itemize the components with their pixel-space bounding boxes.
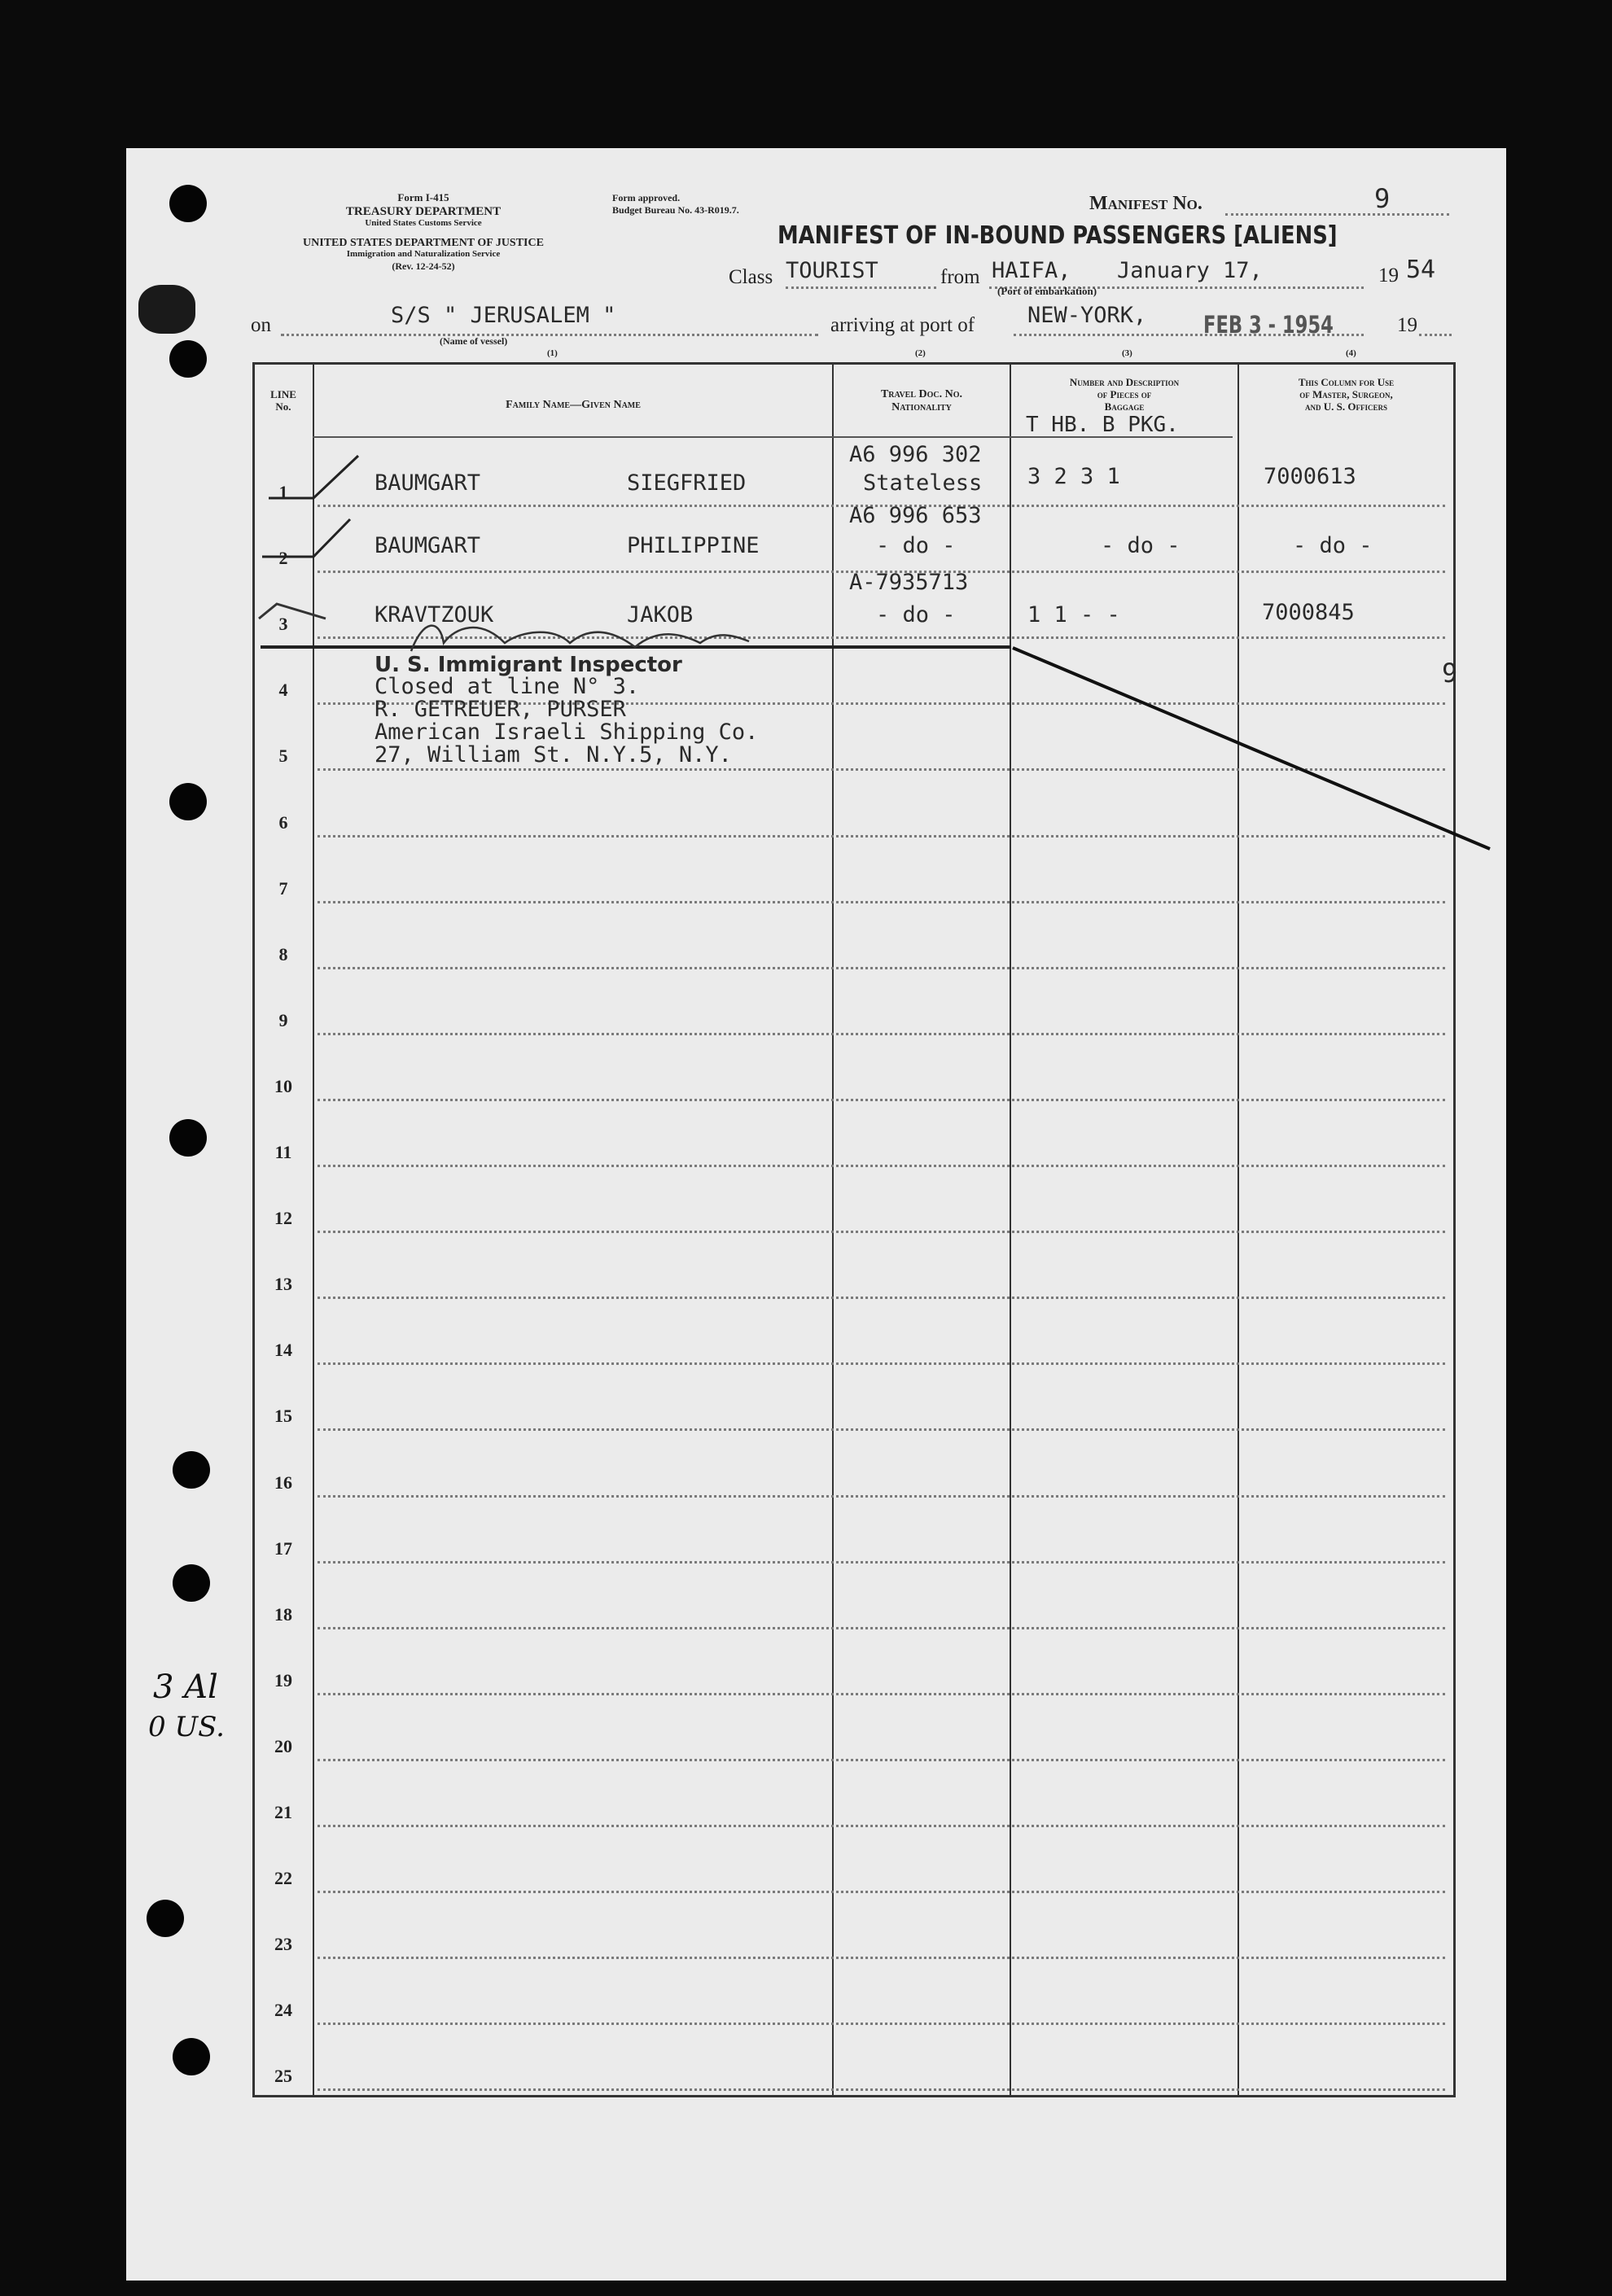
revision: (Rev. 12-24-52) bbox=[392, 260, 455, 272]
line-number: 6 bbox=[278, 811, 288, 833]
margin-note-1: 3 Al bbox=[153, 1668, 218, 1706]
form-number: Form I-415 bbox=[397, 191, 449, 203]
arrival-port: NEW-YORK, bbox=[1027, 303, 1147, 328]
row-2-doc: A6 996 653 bbox=[849, 503, 982, 528]
line-number: 8 bbox=[278, 943, 288, 964]
treasury-department: TREASURY DEPARTMENT bbox=[345, 205, 502, 218]
check-mark-3 bbox=[259, 604, 326, 619]
shipping-company: American Israeli Shipping Co. bbox=[375, 719, 759, 745]
col-ref-1: (1) bbox=[547, 348, 558, 358]
line-number: 17 bbox=[274, 1537, 292, 1559]
col-header-baggage-sub: T HB. B PKG. bbox=[1026, 413, 1179, 437]
handwritten-signature bbox=[411, 626, 749, 651]
inspector-label: U. S. Immigrant Inspector bbox=[375, 653, 682, 677]
line-number: 24 bbox=[274, 2000, 292, 2021]
row-2-nationality: - do - bbox=[876, 533, 956, 558]
line-number: 25 bbox=[274, 2066, 292, 2087]
line-number: 7 bbox=[278, 877, 288, 899]
line-number: 16 bbox=[274, 1472, 292, 1493]
budget-bureau: Budget Bureau No. 43-R019.7. bbox=[612, 204, 739, 216]
line-number: 18 bbox=[274, 1603, 292, 1625]
manifest-no-label: Manifest No. bbox=[1089, 193, 1202, 214]
from-value: HAIFA, bbox=[992, 258, 1071, 283]
row-2-officer: - do - bbox=[1293, 533, 1373, 558]
row-2-baggage: - do - bbox=[1101, 533, 1181, 558]
on-label: on bbox=[251, 314, 271, 336]
row-3-given: JAKOB bbox=[627, 602, 694, 628]
arriving-label: arriving at port of bbox=[830, 314, 975, 336]
col-ref-3: (3) bbox=[1122, 348, 1132, 358]
row-1-nationality: Stateless bbox=[863, 470, 983, 496]
row-1-baggage: 3 2 3 1 bbox=[1027, 464, 1120, 489]
class-label: Class bbox=[729, 266, 773, 288]
col-header-officers: This Column for Use of Master, Surgeon, and U. S. Officers bbox=[1298, 376, 1395, 413]
line-number: 23 bbox=[274, 1934, 292, 1955]
ins-service: Immigration and Naturalization Service bbox=[346, 249, 501, 259]
row-1-doc: A6 996 302 bbox=[849, 442, 982, 467]
line-number: 10 bbox=[274, 1075, 292, 1096]
col-ref-2: (2) bbox=[915, 348, 926, 358]
line-number: 14 bbox=[274, 1340, 292, 1361]
year-prefix-2: 19 bbox=[1397, 314, 1417, 336]
line-number: 21 bbox=[274, 1802, 292, 1822]
vessel-caption: (Name of vessel) bbox=[440, 335, 508, 347]
class-value: TOURIST bbox=[786, 258, 878, 283]
line-number: 15 bbox=[274, 1406, 292, 1427]
form-approved: Form approved. bbox=[612, 192, 681, 203]
line-number: 13 bbox=[274, 1274, 292, 1295]
check-mark-2 bbox=[262, 519, 350, 557]
customs-service: United States Customs Service bbox=[365, 218, 482, 228]
row-1-family: BAUMGART bbox=[375, 470, 481, 496]
col-ref-4: (4) bbox=[1346, 348, 1356, 358]
year-prefix: 19 bbox=[1378, 265, 1399, 286]
arrival-stamp: FEB 3 - 1954 bbox=[1203, 311, 1334, 339]
row-3-officer: 7000845 bbox=[1262, 600, 1355, 625]
manifest-no-value: 9 bbox=[1374, 183, 1391, 214]
col-header-travel-doc: Travel Doc. No. Nationality bbox=[880, 388, 963, 414]
line-number: 19 bbox=[274, 1669, 292, 1690]
margin-note-2: 0 US. bbox=[148, 1711, 225, 1743]
closed-at-line: Closed at line N° 3. bbox=[375, 674, 640, 699]
date-value: January 17, bbox=[1117, 258, 1263, 283]
row-1-officer: 7000613 bbox=[1264, 464, 1356, 489]
col-header-line-no: LINE No. bbox=[270, 388, 296, 413]
company-address: 27, William St. N.Y.5, N.Y. bbox=[375, 742, 732, 768]
line-number: 20 bbox=[274, 1735, 292, 1756]
row-3-baggage: 1 1 - - bbox=[1027, 602, 1120, 628]
from-label: from bbox=[940, 266, 980, 288]
vessel-name: S/S " JERUSALEM " bbox=[391, 303, 616, 328]
col-header-name: Family Name—Given Name bbox=[506, 399, 641, 411]
row-2-given: PHILIPPINE bbox=[627, 533, 760, 558]
right-count: 9 bbox=[1442, 658, 1458, 689]
row-3-family: KRAVTZOUK bbox=[375, 602, 494, 628]
port-embarkation-caption: (Port of embarkation) bbox=[997, 285, 1097, 297]
diagonal-cancel-line bbox=[1013, 648, 1490, 849]
manifest-title: MANIFEST OF IN-BOUND PASSENGERS [ALIENS] bbox=[778, 221, 1338, 250]
check-mark-1 bbox=[269, 456, 358, 498]
line-number: 11 bbox=[274, 1142, 292, 1162]
dept-justice: UNITED STATES DEPARTMENT OF JUSTICE bbox=[303, 237, 544, 249]
line-number: 5 bbox=[278, 746, 288, 767]
year-value: 54 bbox=[1406, 256, 1436, 284]
line-number: 9 bbox=[278, 1009, 288, 1030]
line-number: 22 bbox=[274, 1868, 292, 1889]
row-3-nationality: - do - bbox=[876, 602, 956, 628]
purser-name: R. GETREUER, PURSER bbox=[375, 697, 626, 722]
line-number: 1 bbox=[278, 482, 288, 502]
line-number: 4 bbox=[278, 680, 288, 701]
row-3-doc: A-7935713 bbox=[849, 570, 969, 595]
line-number: 2 bbox=[278, 548, 288, 569]
row-2-family: BAUMGART bbox=[375, 533, 481, 558]
line-number: 3 bbox=[278, 614, 288, 635]
line-number: 12 bbox=[274, 1208, 292, 1229]
row-1-given: SIEGFRIED bbox=[627, 470, 747, 496]
col-header-baggage: Number and Description of Pieces of Baggage bbox=[1069, 376, 1180, 413]
